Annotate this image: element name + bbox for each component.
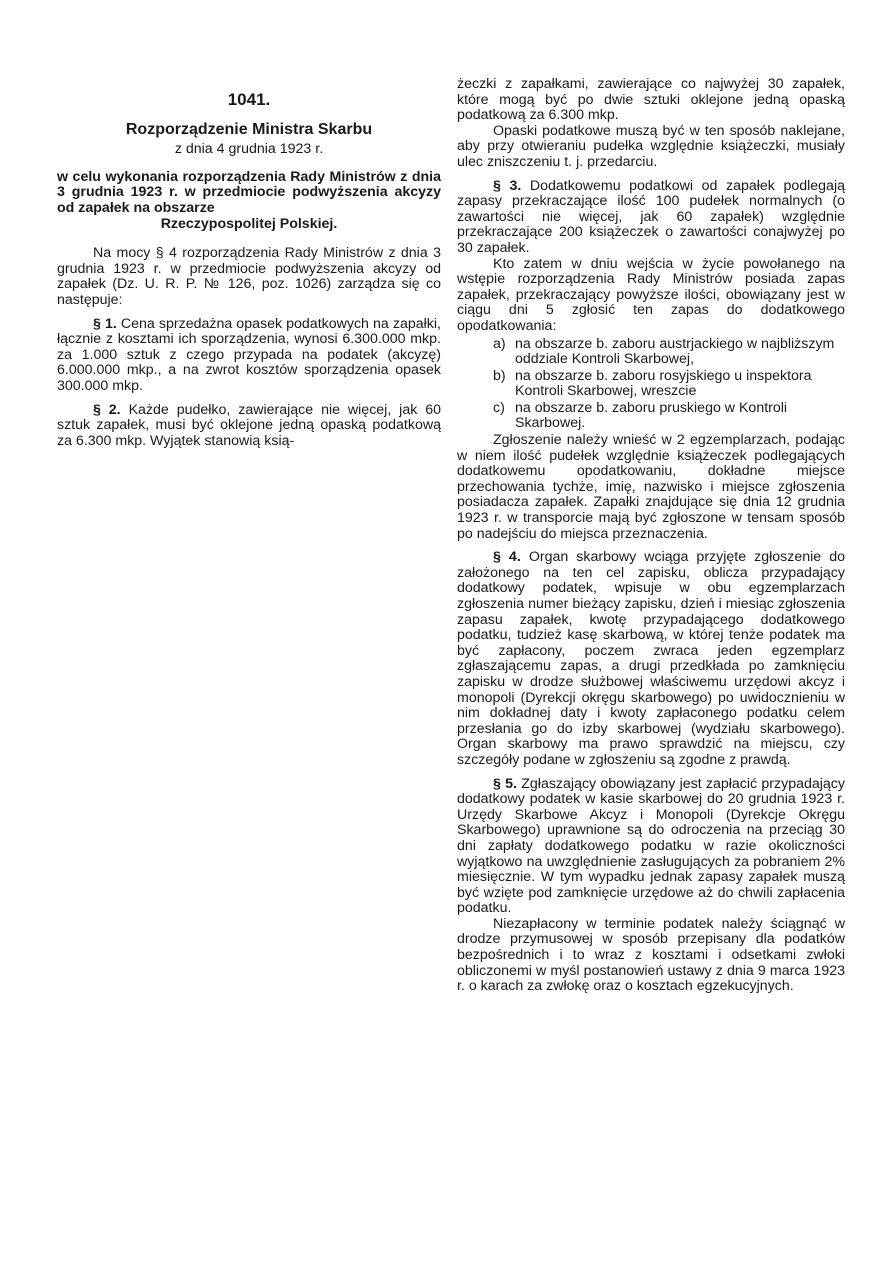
- regulation-title: Rozporządzenie Ministra Skarbu: [125, 120, 373, 138]
- section-3-sign: § 3.: [493, 177, 522, 194]
- section-5: [457, 777, 845, 917]
- section-3: [457, 179, 845, 257]
- section-5-paragraph-2: Niezapłacony w terminie podatek należy ściągnąć w drodze przymusowej w sposób przepisany dla podatków bezpośrednich i to wraz z kosztami i odsetkami zwłoki obliczonemi w myśl postanowień ustawy z dnia 9 marca 1923 r. o karach za zwłokę oraz o kosztach egzekucyjnych.: [457, 915, 845, 995]
- section-5-sign: § 5.: [493, 775, 517, 792]
- subject-text: w celu wykonania rozporządzenia Rady Ministrów z dnia 3 grudnia 1923 r. w przedmiocie podwyższenia akcyzy od zapałek na obszarze: [57, 168, 441, 216]
- section-4: [457, 550, 845, 768]
- right-column: [457, 77, 845, 995]
- section-2-paragraph-2: Opaski podatkowe muszą być w ten sposób naklejane, aby przy otwieraniu pudełka względnie książeczki, musiały ulec zniszczeniu t. j. przedarciu.: [457, 122, 845, 170]
- section-5-text: Zgłaszający obowiązany jest zapłacić przypadający dodatkowy podatek w kasie skarbowej do 20 grudnia 1923 r. Urzędy Skarbowe Akcyz i Monopoli (Dyrekcje Okręgu Skarbowego) uprawnione są do odroczenia na przeciąg 30 dni zapłaty dodatkowego podatku w razie okoliczności wyjątkowo na uwzględnienie zasługujących za pobraniem 2% miesięcznie. W tym wypadku jednak zapasy zapałek muszą być wzięte pod zamknięcie urzędowe aż do chwili zapłacenia podatku.: [457, 775, 845, 917]
- regulation-subject: [57, 170, 441, 232]
- section-3-paragraph-2: Kto zatem w dniu wejścia w życie powołanego na wstępie rozporządzenia Rady Ministrów posiada zapas zapałek, przekraczający powyższe ilości, obowiązany jest w ciągu dni 5 zgłosić ten zapas do dodatkowego opodatkowania:: [457, 255, 845, 334]
- regulation-number: 1041.: [227, 90, 271, 109]
- list-item: [457, 337, 845, 368]
- section-4-text: Organ skarbowy wciąga przyjęte zgłoszenie do założonego na ten cel zapisku, oblicza przypadający dodatkowy podatek, wpisuje w obu egzemplarzach zgłoszenia numer bieżący zapisku, dzień i miesiąc zgłoszenia zapasu zapałek, kwotę przypadającego dodatkowego podatku, tudzież kasę skarbową, w której tenże podatek ma być zapłacony, poczem zwraca jeden egzemplarz zgłaszającemu zapas, a drugi przedkłada po zamknięciu zapisku w drodze służbowej właściwemu urzędowi akcyz i monopoli (Dyrekcji okręgu skarbowego) po uwidocznieniu w nim dokładnej daty i kwoty zapłaconego podatku celem przesłania go do izby skarbowej (wydziału skarbowego). Organ skarbowy ma prawo sprawdzić na miejscu, czy szczegóły podane w zgłoszeniu są zgodne z prawdą.: [457, 549, 845, 768]
- list-item: [457, 401, 845, 432]
- section-2: [57, 403, 441, 450]
- list-item-label: b): [493, 367, 506, 384]
- list-item-text: na obszarze b. zaboru pruskiego w Kontroli Skarbowej.: [515, 399, 788, 432]
- list-item-label: a): [493, 335, 506, 352]
- left-column: [57, 92, 441, 449]
- regulation-date: z dnia 4 grudnia 1923 r.: [174, 141, 324, 158]
- section-3-paragraph-3: Zgłoszenie należy wnieść w 2 egzemplarzach, podając w niem ilość pudełek względnie książeczek podlegających dodatkowemu opodatkowaniu, dokładne miejsce przechowania tychże, imię, nazwisko i miejsce zgłoszenia posiadacza zapałek. Zapałki znajdujące się dnia 12 grudnia 1923 r. w transporcie mają być zgłoszone w tensam sposób po nadejściu do miejsca przeznaczenia.: [457, 432, 845, 542]
- section-1: [57, 317, 441, 395]
- section-3-text: Dodatkowemu podatkowi od zapałek podlegają zapasy przekraczające ilość 100 pudełek normalnych (o zawartości nie więcej, jak 60 zapałek) względnie przekraczające 200 książeczek o zawartości conajwyżej po 30 zapałek.: [457, 177, 845, 256]
- office-list: [457, 337, 845, 433]
- section-2-sign: § 2.: [93, 401, 121, 418]
- subject-end: Rzeczypospolitej Polskiej.: [160, 215, 338, 232]
- list-item-text: na obszarze b. zaboru austrjackiego w najbliższym oddziale Kontroli Skarbowej,: [515, 335, 835, 368]
- section-2-continuation: żeczki z zapałkami, zawierające co najwyżej 30 zapałek, które mogą być po dwie sztuki oklejone jedną opaską podatkową za 6.300 mkp.: [457, 76, 845, 124]
- list-item: [457, 369, 845, 400]
- list-item-label: c): [493, 399, 505, 416]
- list-item-text: na obszarze b. zaboru rosyjskiego u inspektora Kontroli Skarbowej, wreszcie: [515, 367, 812, 400]
- intro-paragraph: Na mocy § 4 rozporządzenia Rady Ministrów z dnia 3 grudnia 1923 r. w przedmiocie podwyższenia akcyzy od zapałek (Dz. U. R. P. № 126, poz. 1026) zarządza się co następuje:: [57, 245, 441, 308]
- section-1-text: Cena sprzedażna opasek podatkowych na zapałki, łącznie z kosztami ich sporządzenia, wynosi 6.300.000 mkp. za 1.000 sztuk z czego przypada na podatek (akcyzę) 6.000.000 mkp., a na zwrot kosztów sporządzenia opasek 300.000 mkp.: [57, 315, 441, 394]
- section-2-text: Każde pudełko, zawierające nie więcej, jak 60 sztuk zapałek, musi być oklejone jedną opaską podatkową za 6.300 mkp. Wyjątek stanowią ksią-: [57, 401, 441, 449]
- section-1-sign: § 1.: [93, 315, 117, 332]
- section-4-sign: § 4.: [493, 549, 521, 566]
